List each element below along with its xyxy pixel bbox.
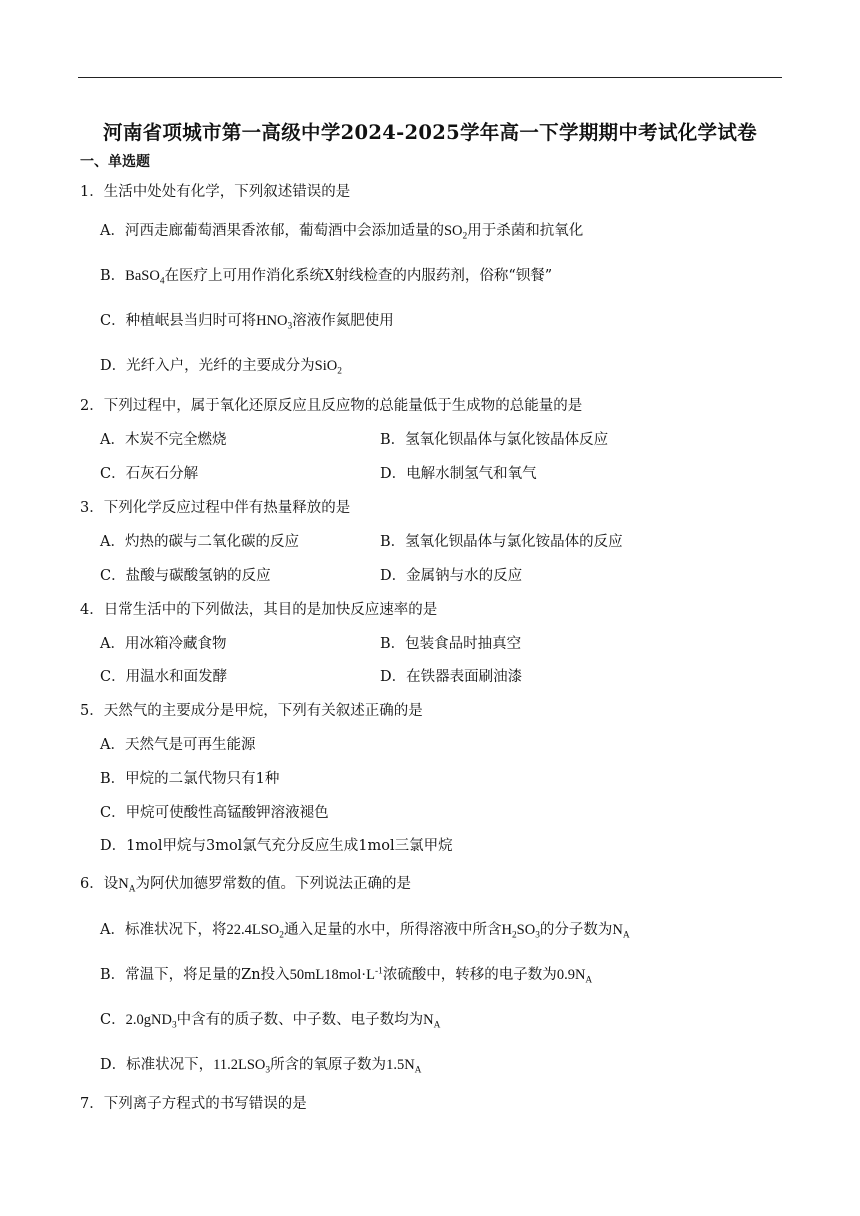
question-2-option-b[interactable]: B．氢氧化钡晶体与氯化铵晶体反应	[380, 432, 609, 448]
question-3-stem: 3．下列化学反应过程中伴有热量释放的是	[80, 500, 351, 516]
question-6-option-a[interactable]: A．标准状况下，将$22.4LSO_2$通入足量的水中，所得溶液中所含$H_2SO_3$的分子数为$N_A$	[100, 922, 630, 941]
question-4-option-c[interactable]: C．用温水和面发酵	[100, 669, 228, 685]
question-5-option-d[interactable]: D．1mol甲烷与3mol氯气充分反应生成1mol三氯甲烷	[100, 838, 453, 854]
question-3-option-b[interactable]: B．氢氧化钡晶体与氯化铵晶体的反应	[380, 534, 623, 550]
question-5-option-c[interactable]: C．甲烷可使酸性高锰酸钾溶液褪色	[100, 805, 329, 821]
question-7-stem: 7．下列离子方程式的书写错误的是	[80, 1096, 307, 1112]
question-2-stem: 2．下列过程中，属于氧化还原反应且反应物的总能量低于生成物的总能量的是	[80, 398, 583, 414]
header-rule	[78, 77, 782, 78]
question-2-option-a[interactable]: A．木炭不完全燃烧	[100, 432, 227, 448]
question-3-option-c[interactable]: C．盐酸与碳酸氢钠的反应	[100, 568, 271, 584]
question-6-option-c[interactable]: C．2.0gND$_3$中含有的质子数、中子数、电子数均为$N_A$	[100, 1012, 441, 1031]
question-3-option-a[interactable]: A．灼热的碳与二氧化碳的反应	[100, 534, 299, 550]
question-4-stem: 4．日常生活中的下列做法，其目的是加快反应速率的是	[80, 602, 438, 618]
question-1-option-b[interactable]: B．BaSO$_4$在医疗上可用作消化系统X射线检查的内服药剂，俗称“钡餐”	[100, 268, 553, 287]
question-6-option-b[interactable]: B．常温下，将足量的Zn投入$50mL18mol\cdot L^{-1}$浓硫酸中，转移的电子数为$0.9N_A$	[100, 966, 593, 986]
question-4-option-d[interactable]: D．在铁器表面刷油漆	[380, 669, 523, 685]
question-6-option-d[interactable]: D．标准状况下，$11.2LSO_3$所含的氧原子数为$1.5N_A$	[100, 1057, 422, 1076]
question-5-option-a[interactable]: A．天然气是可再生能源	[100, 737, 256, 753]
question-1-stem: 1．生活中处处有化学，下列叙述错误的是	[80, 184, 351, 200]
question-2-option-c[interactable]: C．石灰石分解	[100, 466, 199, 482]
question-1-option-a[interactable]: A．河西走廊葡萄酒果香浓郁，葡萄酒中会添加适量的$SO_2$用于杀菌和抗氧化	[100, 223, 584, 242]
question-5-option-b[interactable]: B．甲烷的二氯代物只有1种	[100, 771, 280, 787]
question-1-option-d[interactable]: D．光纤入户，光纤的主要成分为SiO$_2$	[100, 358, 342, 377]
question-3-option-d[interactable]: D．金属钠与水的反应	[380, 568, 523, 584]
question-1-option-c[interactable]: C．种植岷县当归时可将$HNO_3$溶液作氮肥使用	[100, 313, 394, 332]
question-6-stem: 6．设$N_A$为阿伏加德罗常数的值。下列说法正确的是	[80, 876, 412, 895]
question-2-option-d[interactable]: D．电解水制氢气和氧气	[380, 466, 537, 482]
page-title: 河南省项城市第一高级中学2024-2025学年高一下学期期中考试化学试卷	[103, 121, 757, 144]
question-4-option-a[interactable]: A．用冰箱冷藏食物	[100, 636, 227, 652]
question-4-option-b[interactable]: B．包装食品时抽真空	[380, 636, 522, 652]
section-heading: 一、单选题	[80, 154, 150, 170]
question-5-stem: 5．天然气的主要成分是甲烷，下列有关叙述正确的是	[80, 703, 423, 719]
